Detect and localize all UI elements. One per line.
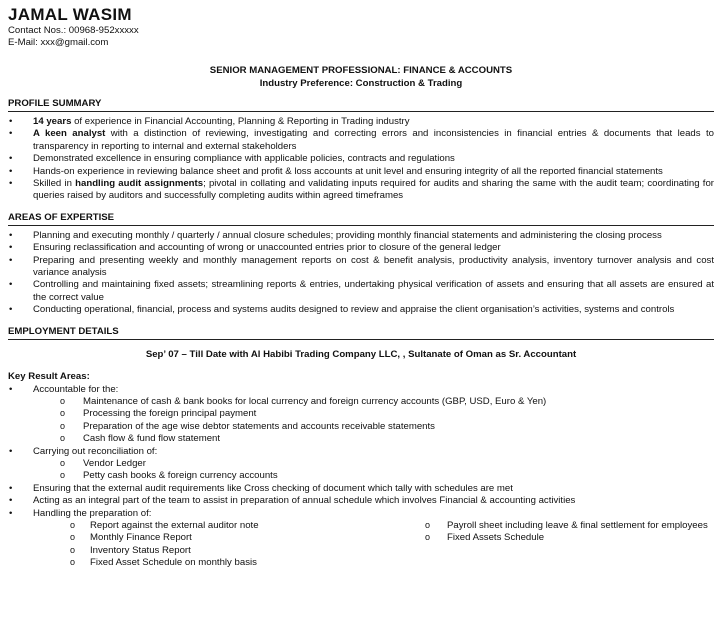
- list-item: • 14 years of experience in Financial Accounting, Planning & Reporting in Trading industry: [8, 116, 714, 128]
- kra-list-2: [8, 446, 714, 458]
- job-title-line: Sep’ 07 – Till Date with Al Habibi Trading Company LLC, , Sultanate of Oman as Sr. Accountant: [145, 348, 577, 360]
- list-item: • Demonstrated excellence in ensuring compliance with applicable policies, contracts and regulations: [8, 153, 714, 165]
- list-item: • Ensuring that the external audit requirements like Cross checking of document which tally with schedules are met: [8, 483, 714, 495]
- list-item: • Carrying out reconciliation of:: [8, 446, 714, 458]
- key-result-areas-label: Key Result Areas:: [8, 371, 90, 383]
- industry-preference: Industry Preference: Construction & Trading: [259, 77, 463, 89]
- email-address: E-Mail: xxx@gmail.com: [8, 37, 109, 48]
- list-item: o Monthly Finance Report: [68, 532, 361, 544]
- list-item: • Planning and executing monthly / quarterly / annual closure schedules; providing monthly financial statements and administering the closing process: [8, 230, 714, 242]
- expertise-list: [8, 230, 714, 317]
- list-item: • Accountable for the:: [8, 384, 714, 396]
- list-item: • Conducting operational, financial, process and systems audits designed to review and appraise the client organisation’s activities, systems and controls: [8, 304, 714, 316]
- list-item: o Preparation of the age wise debtor statements and accounts receivable statements: [58, 421, 714, 433]
- list-item: o Vendor Ledger: [58, 458, 714, 470]
- list-item: o Payroll sheet including leave & final settlement for employees: [425, 520, 714, 532]
- professional-title: SENIOR MANAGEMENT PROFESSIONAL: FINANCE & ACCOUNTS: [209, 65, 513, 76]
- list-item: o Petty cash books & foreign currency accounts: [58, 470, 714, 482]
- handling-sublist: [8, 520, 714, 570]
- list-item: • Skilled in handling audit assignments; pivotal in collating and validating inputs required for audits and sharing the same with the audit team; coordinating for queries raised by auditors and successfully completing audits within agreed timeframes: [8, 178, 714, 203]
- list-item: o Inventory Status Report: [68, 545, 361, 557]
- kra-list: [8, 384, 714, 396]
- areas-of-expertise-heading: AREAS OF EXPERTISE: [8, 212, 714, 226]
- list-item: • Controlling and maintaining fixed assets; streamlining reports & entries, undertaking physical verification of assets and ensuring that all assets are ensured at the correct value: [8, 279, 714, 304]
- list-item: • Acting as an integral part of the team to assist in preparation of annual schedule which involves Financial & accounting activities: [8, 495, 714, 507]
- list-item: • Ensuring reclassification and accounting of wrong or unaccounted entries prior to closure of the general ledger: [8, 242, 714, 254]
- list-item: • Preparing and presenting weekly and monthly management reports on cost & benefit analysis, productivity analysis, inventory turnover analysis and cost variance analysis: [8, 255, 714, 280]
- list-item: o Maintenance of cash & bank books for local currency and foreign currency accounts (GBP, USD, Euro & Yen): [58, 396, 714, 408]
- profile-summary-list: [8, 116, 714, 203]
- employment-details-heading: EMPLOYMENT DETAILS: [8, 326, 714, 340]
- handling-right-column: [361, 520, 714, 545]
- list-item: o Report against the external auditor note: [68, 520, 361, 532]
- list-item: • A keen analyst with a distinction of reviewing, investigating and correcting errors and inconsistencies in financial entries & documents that leads to transparency in reporting to internal and external stakeholders: [8, 128, 714, 153]
- list-item: • Hands-on experience in reviewing balance sheet and profit & loss accounts at unit level and ensuring integrity of all the reported financial statements: [8, 166, 714, 178]
- list-item: o Cash flow & fund flow statement: [58, 433, 714, 445]
- accountable-sublist: [8, 396, 714, 446]
- resume-page: [0, 5, 722, 635]
- list-item: o Processing the foreign principal payment: [58, 408, 714, 420]
- list-item: o Fixed Assets Schedule: [425, 532, 714, 544]
- reconciliation-sublist: [8, 458, 714, 483]
- list-item: • Handling the preparation of:: [8, 508, 714, 520]
- candidate-name: JAMAL WASIM: [8, 5, 132, 24]
- contact-number: Contact Nos.: 00968-952xxxxx: [8, 25, 139, 36]
- list-item: o Fixed Asset Schedule on monthly basis: [68, 557, 361, 569]
- kra-list-3: [8, 483, 714, 520]
- profile-summary-heading: PROFILE SUMMARY: [8, 98, 714, 112]
- handling-left-column: [8, 520, 361, 570]
